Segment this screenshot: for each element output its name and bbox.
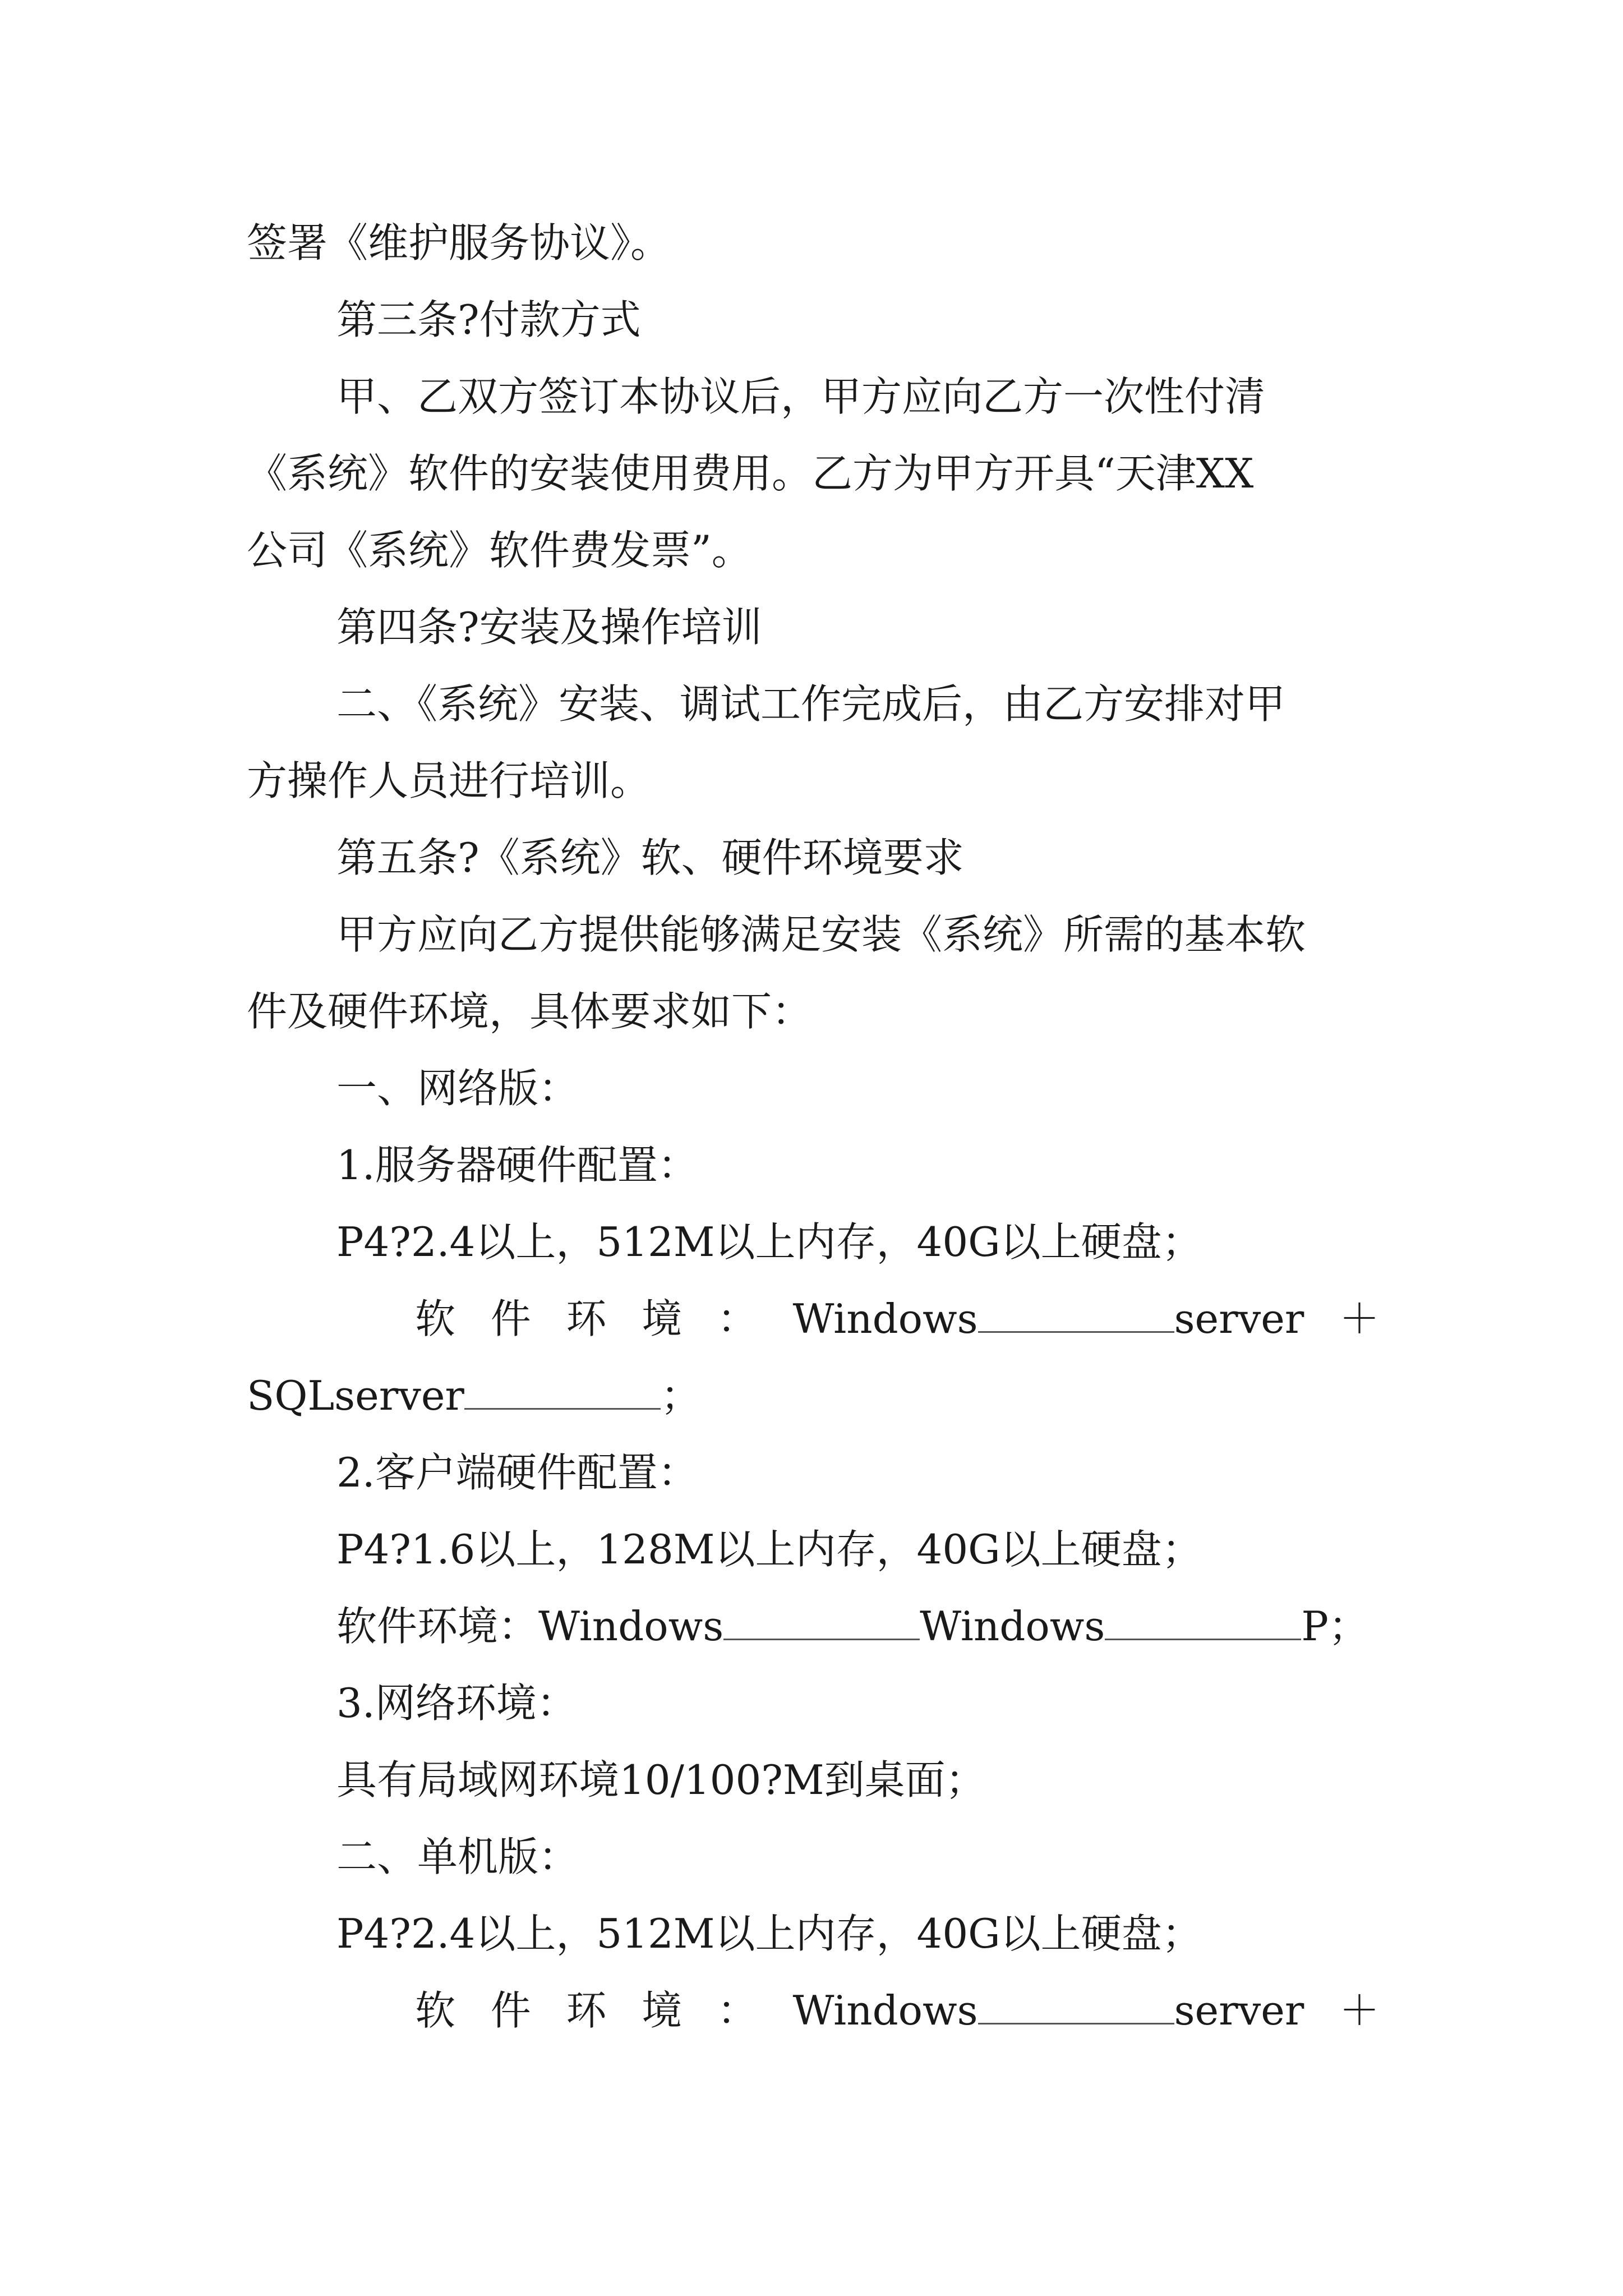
- paragraph-line: 件及硬件环境，具体要求如下：: [247, 988, 813, 1035]
- env-sqlserver: SQLserver: [247, 1372, 464, 1419]
- paragraph-line: 甲方应向乙方提供能够满足安装《系统》所需的基本软: [336, 911, 1306, 958]
- list-item: P4?1.6以上，128M以上内存，40G以上硬盘；: [336, 1526, 1202, 1573]
- software-env-line: [415, 1281, 1380, 1358]
- plus-sign: ＋: [1339, 1295, 1380, 1342]
- list-item: 具有局域网环境10/100?M到桌面；: [336, 1756, 986, 1803]
- section-heading: 一、网络版：: [336, 1065, 579, 1112]
- env-windows: Windows: [792, 1987, 978, 2034]
- fill-blank: [723, 1605, 920, 1640]
- env-char: ：: [717, 1987, 758, 2034]
- software-env-line: [415, 1972, 1380, 2049]
- client-env-line: [336, 1588, 1380, 1665]
- article-heading: 第四条?安装及操作培训: [336, 604, 762, 651]
- paragraph-line: 签署《维护服务协议》。: [247, 219, 671, 266]
- env-windows: Windows: [792, 1295, 978, 1342]
- client-env-windows: Windows: [920, 1603, 1105, 1650]
- env-char: 软: [415, 1295, 456, 1342]
- env-char: 件: [490, 1987, 531, 2034]
- env-server: server: [1174, 1987, 1304, 2034]
- list-item: 2.客户端硬件配置：: [336, 1449, 698, 1496]
- env-char: 境: [642, 1987, 683, 2034]
- paragraph-line: 公司《系统》软件费发票”。: [247, 527, 752, 574]
- list-item: 3.网络环境：: [336, 1680, 577, 1727]
- sqlserver-line: [247, 1358, 1380, 1434]
- paragraph-line: 二、《系统》安装、调试工作完成后，由乙方安排对甲: [336, 680, 1286, 728]
- env-char: 境: [642, 1295, 683, 1342]
- env-char: 件: [490, 1295, 531, 1342]
- client-env-tail: P；: [1301, 1603, 1369, 1650]
- paragraph-line: 《系统》软件的安装使用费用。乙方为甲方开具“天津XX: [247, 450, 1254, 497]
- plus-sign: ＋: [1339, 1987, 1380, 2034]
- fill-blank: [978, 1297, 1174, 1333]
- paragraph-line: 方操作人员进行培训。: [247, 757, 651, 804]
- env-semicolon: ；: [660, 1372, 701, 1419]
- env-windows-group: [792, 1972, 1304, 2049]
- article-heading: 第三条?付款方式: [336, 296, 641, 343]
- fill-blank: [978, 1989, 1174, 2024]
- list-item: P4?2.4以上，512M以上内存，40G以上硬盘；: [336, 1910, 1202, 1957]
- list-item: 1.服务器硬件配置：: [336, 1142, 698, 1189]
- env-windows-group: [792, 1281, 1304, 1358]
- article-heading: 第五条?《系统》软、硬件环境要求: [336, 834, 964, 881]
- env-char: 软: [415, 1987, 456, 2034]
- env-char: ：: [717, 1295, 758, 1342]
- paragraph-line: 甲、乙双方签订本协议后，甲方应向乙方一次性付清: [336, 373, 1266, 420]
- env-server: server: [1174, 1295, 1304, 1342]
- env-char: 环: [566, 1295, 607, 1342]
- list-item: P4?2.4以上，512M以上内存，40G以上硬盘；: [336, 1218, 1202, 1266]
- section-heading: 二、单机版：: [336, 1833, 579, 1880]
- env-char: 环: [566, 1987, 607, 2034]
- fill-blank: [1105, 1605, 1301, 1640]
- client-env-label: 软件环境：Windows: [336, 1603, 724, 1650]
- fill-blank: [464, 1374, 661, 1410]
